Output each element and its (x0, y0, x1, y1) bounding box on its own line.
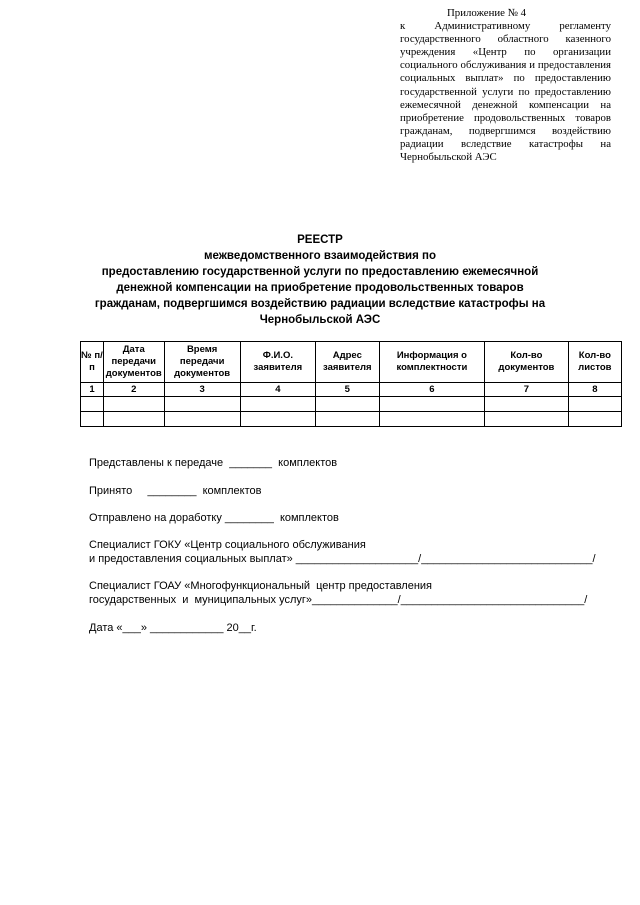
specialist-goau-line-1: Специалист ГОАУ «Многофункциональный центр предоставления (89, 580, 433, 592)
specialist-goku-line-1: Специалист ГОКУ «Центр социального обслуживания (89, 539, 366, 551)
table-cell (485, 412, 569, 427)
table-cell (315, 397, 379, 412)
table-cell (485, 397, 569, 412)
table-cell (164, 397, 240, 412)
number-cell: 4 (240, 383, 315, 397)
table-cell (315, 412, 379, 427)
heading-line-5: гражданам, подвергшимся воздействию радиации вследствие катастрофы на (94, 298, 546, 310)
number-cell: 3 (164, 383, 240, 397)
specialist-goau-line-2: государственных и муниципальных услуг»______________/______________________________/ (89, 594, 588, 606)
table-header-row (81, 342, 622, 383)
appendix-block (400, 7, 611, 164)
number-cell: 2 (103, 383, 164, 397)
header-cell-number: № п/ п (81, 342, 104, 383)
table-cell (568, 412, 621, 427)
number-cell: 8 (568, 383, 621, 397)
number-cell: 5 (315, 383, 379, 397)
number-cell: 7 (485, 383, 569, 397)
table-cell (103, 412, 164, 427)
table-cell (379, 412, 484, 427)
registry-heading (70, 232, 570, 328)
heading-line-2: межведомственного взаимодействия по (204, 250, 436, 262)
table-row (81, 412, 622, 427)
table-cell (81, 412, 104, 427)
table-row (81, 397, 622, 412)
specialist-goku-line-2: и предоставления социальных выплат» ____________________/____________________________/ (89, 553, 596, 565)
table-cell (240, 397, 315, 412)
number-cell: 1 (81, 383, 104, 397)
table-cell (379, 397, 484, 412)
heading-line-6: Чернобыльской АЭС (259, 314, 381, 326)
table-cell (164, 412, 240, 427)
heading-line-3: предоставлению государственной услуги по предоставлению ежемесячной (101, 266, 539, 278)
number-cell: 6 (379, 383, 484, 397)
heading-line-1: РЕЕСТР (297, 234, 343, 246)
presented-line: Представлены к передаче _______ комплектов (89, 457, 338, 469)
date-line: Дата «___» ____________ 20__г. (89, 622, 257, 634)
table-cell (103, 397, 164, 412)
header-cell-sheet-count: Кол-во листов (568, 342, 621, 383)
header-cell-transfer-date: Дата передачи документов (103, 342, 164, 383)
appendix-title: Приложение № 4 (447, 7, 527, 19)
table-number-row (81, 383, 622, 397)
heading-line-4: денежной компенсации на приобретение продовольственных товаров (116, 282, 524, 294)
table-cell (81, 397, 104, 412)
header-cell-document-count: Кол-во документов (485, 342, 569, 383)
header-cell-completeness-info: Информация о комплектности (379, 342, 484, 383)
header-cell-applicant-name: Ф.И.О. заявителя (240, 342, 315, 383)
accepted-line: Принято ________ комплектов (89, 485, 262, 497)
header-cell-applicant-address: Адрес заявителя (315, 342, 379, 383)
table-cell (568, 397, 621, 412)
sent-back-line: Отправлено на доработку ________ комплектов (89, 512, 339, 524)
header-cell-transfer-time: Время передачи документов (164, 342, 240, 383)
table-cell (240, 412, 315, 427)
appendix-text: к Административному регламенту государственного областного казенного учреждения «Центр по организации социального обслуживания и предоставления социальных выплат» по предоставлению государственной услуги по предоставлению ежемесячной денежной компенсации на приобретение продовольственных товаров гражданам, подвергшимся воздействию радиации вследствие катастрофы на Чернобыльской АЭС (400, 20, 611, 164)
registry-table (80, 341, 622, 427)
